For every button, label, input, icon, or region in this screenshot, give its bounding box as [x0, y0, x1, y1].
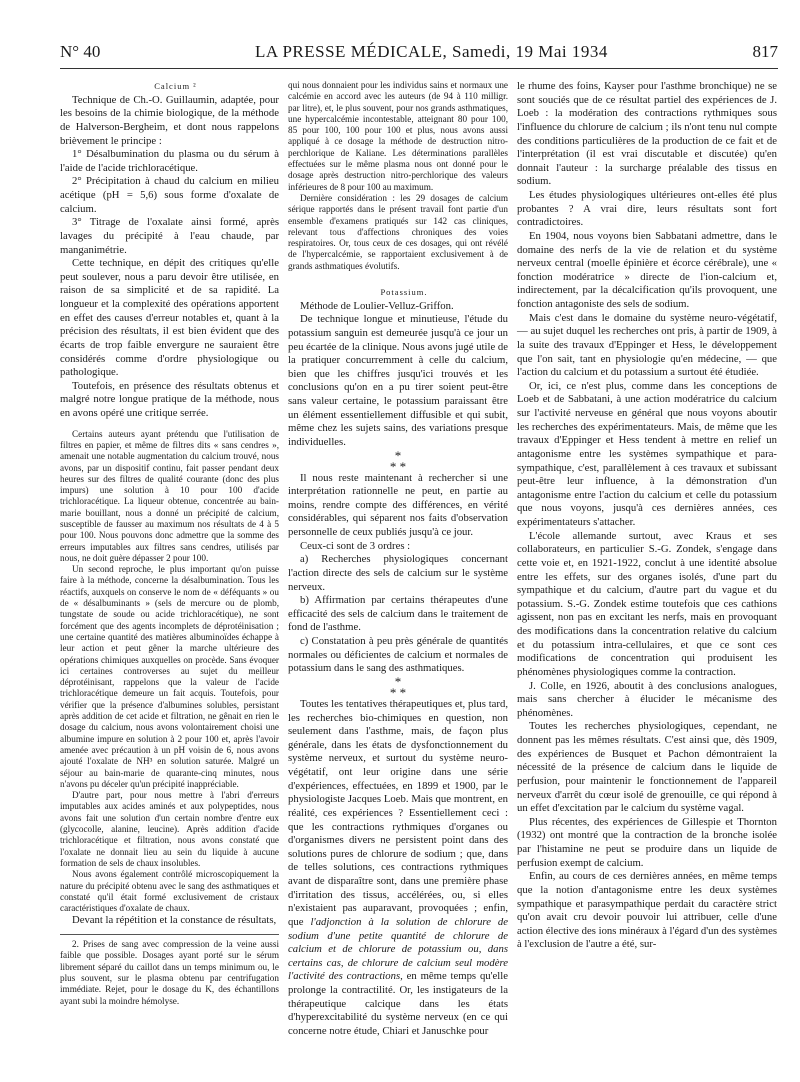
paragraph: Toutes les recherches physiologiques, cependant, ne donnent pas les mêmes résultats. C'est ainsi que, dès 1909, des expériences de Busquet et Pachon démontraient la nécessité de la présence de calcium dans le liquide de perfusion, pour maintenir le fonctionnement de l'appareil nerveux d'arrêt du cœur isolé de grenouille, ce qui répond à un effet d'excitation par le calcium du système vagal. — [517, 720, 777, 815]
paragraph: Mais c'est dans le domaine du système neuro-végétatif, — au sujet duquel les recherches ont pris, à partir de 1909, à la suite des travaux d'Eppinger et Hess, le développement que l'on sait, tant en physiologie qu'en médecine, — que l'action du calcium et du potassium a surtout été étudiée. — [517, 311, 777, 379]
paragraph: 2° Précipitation à chaud du calcium en milieu acétique (pH = 5,6) sous forme d'oxalate de calcium. — [60, 175, 279, 215]
footnote: 2. Prises de sang avec compression de la veine aussi faible que possible. Dosages ayant porté sur le sérum librement séparé du caillot dans un temps minimum ou, le plus souvent, sur le plasma obtenu par centrifugation immédiate. Rejet, pour le dosage du K, des échantillons ayant subi la moindre hémolyse. — [60, 939, 279, 1006]
paragraph: Cette technique, en dépit des critiques qu'elle peut soulever, nous a paru devoir être utilisée, en raison de sa simplicité et de sa rapidité. La longueur et la complexité des opérations apportent en effet des causes d'erreur notables et, quant à la précision des résultats, il est bien évident que des écarts de trop faible envergure ne sauraient être considérés comme d'ordre physiologique ou pathologique. — [60, 257, 279, 379]
paragraph: Enfin, au cours de ces dernières années, en même temps que la notion d'antagonisme entre les deux systèmes sympathique et parasympathique perdait du caractère strict qu'on avait cru devoir pouvoir lui attribuer, celle d'une action élective des ions minéraux à l'égard d'un des systèmes à l'exclusion de l'autre a été, sur- — [517, 870, 777, 951]
paragraph: Il nous reste maintenant à rechercher si une interprétation rationnelle ne peut, en partie au moins, rendre compte des différences, en vérité considérables, qui séparent nos faits d'observation personnelle de ceux publiés jusqu'à ce jour. — [288, 471, 508, 539]
paragraph: 1° Désalbumination du plasma ou du sérum à l'aide de l'acide trichloracétique. — [60, 148, 279, 174]
column-1 — [60, 80, 279, 1007]
paragraph: J. Colle, en 1926, aboutit à des conclusions analogues, mais sans chercher à élucider le mécanisme des phénomènes. — [517, 679, 777, 719]
paragraph-end: en même temps qu'elle prolonge la contractilité. Or, les instigateurs de la thérapeutique calcique dans les états d'hyperexcitabilité du système nerveux (en ce qui concerne notre étude, Chiari et Januschke pour — [288, 970, 508, 1037]
paragraph — [288, 698, 508, 1039]
paragraph: Nous avons également contrôlé microscopiquement la nature du précipité obtenu avec le sang des asthmatiques et constaté qu'il était formé exclusivement de cristaux caractéristiques d'oxalate de chaux. — [60, 869, 279, 914]
page-number: 817 — [752, 42, 778, 61]
section-separator: * * * — [389, 673, 407, 700]
italic-passage: l'adjonction à la solution de chlorure de sodium d'une petite quantité de chlorure de calcium et de chlorure de potassium ou, dans certains cas, de chlorure de calcium seul modère l'activité des contractions, — [288, 915, 509, 983]
paragraph-start: Toutes les tentatives thérapeutiques et, plus tard, les recherches bio-chimiques en question, non seulement dans l'asthme, mais, de façon plus générale, dans les états de dysfonctionnement du système nerveux, et surtout du système neuro-végétatif, ont leur origine dans une série d'expériences, effectuées, en 1899 et 1900, par le physiologiste Jacques Loeb. Mais que montrent, en réalité, ces expériences ? Essentiellement ceci : que les contractions rythmiques d'organes ou d'organismes divers ne persistent point dans des solutions pures de chlorure de sodium ; que, dans de telles solutions, ces contractions rythmiques avant de disparaître sont, dans une première phase d'irritation des tissus, accélérées, ou, si elles n'existaient pas auparavant, provoquées ; enfin, que — [288, 697, 508, 928]
paragraph: 3° Titrage de l'oxalate ainsi formé, après lavages du précipité à l'eau chaude, par manganimétrie. — [60, 216, 279, 256]
paragraph: b) Affirmation par certains thérapeutes d'une efficacité des sels de calcium dans le traitement de fond de l'asthme. — [288, 594, 508, 634]
section-heading-calcium: Calcium ² — [154, 81, 197, 91]
page-header — [60, 38, 778, 69]
paragraph: L'école allemande surtout, avec Kraus et ses collaborateurs, en particulier S.-G. Zondek, s'engage dans cette voie et, en 1921-1922, conclut à une identité absolue entre les effets, sur des organes isolés, d'une part du sympathique et du calcium, d'autre part du vague et du potassium. S.-G. Zondek estime toutefois que ces cathions agissent, non pas en excitant les nerfs, mais en provoquant des modifications dans la concentration relative du calcium et du potassium intra-cellulaires, et que ce sont ces modifications de concentration qui produisent les phénomènes physiologiques comme la contraction. — [517, 529, 777, 678]
paragraph: c) Constatation à peu près générale de quantités normales ou déficientes de calcium et normales de potassium dans le sang des asthmatiques. — [288, 635, 508, 675]
paragraph: Les études physiologiques ultérieures ont-elles été plus probantes ? A vrai dire, leurs résultats sont fort contradictoires. — [517, 189, 777, 229]
paragraph: Dernière considération : les 29 dosages de calcium sérique rapportés dans le présent travail font partie d'un ensemble d'examens pratiqués sur 142 cas cliniques, relevant tous d'affections chroniques des voies respiratoires. Or, tous ceux de ces dosages, qui ont révélé de l'hypercalcémie, se rapportaient exclusivement à de grands asthmatiques évolutifs. — [288, 192, 508, 271]
paragraph: Ceux-ci sont de 3 ordres : — [300, 539, 411, 552]
paragraph: D'autre part, pour nous mettre à l'abri d'erreurs imputables aux acides aminés et aux polypeptides, nous avons fait une solution d'un certain nombre d'entre eux (glycocolle, alanine, leucine). Après addition d'acide trichloracétique et filtration, nous avons constaté que l'oxalate ne donnait lieu au sein du liquide à aucune formation de sels de chaux insolubles. — [60, 790, 279, 868]
column-2 — [288, 80, 508, 1039]
paragraph: Certains auteurs ayant prétendu que l'utilisation de filtres en papier, et même de filtres dits « sans cendres », amenait une notable augmentation du calcium trouvé, nous avons, par un dispositif continu, fait passer pendant deux heures sur des filtres de qualité courante (donc des plus impurs) une solution à 10 pour 100 d'acide trichloracétique. La liqueur obtenue, concentrée au bain-marie bouillant, nous a donné un précipité de calcium, susceptible de fausser au maximum nos résultats de 4 à 5 pour 100. Nous pouvons donc admettre que la somme des erreurs imputables aux filtres sans cendres, utilisés par nous, ne doit guère dépasser 2 pour 100. — [60, 428, 279, 563]
paragraph: qui nous donnaient pour les individus sains et normaux une calcémie en accord avec les auteurs (de 94 à 110 milligr. par litre), et, le plus souvent, pour nos grands asthmatiques, une hypercalcémie incontestable, atteignant 80 pour 100, 85 pour 100, 100 pour 100 et plus, nous avons aussi appliqué à ce dosage la méthode de destruction nitro-perchlorique de Kaliane. Les déterminations parallèles effectuées sur le même plasma nous ont donné pour le dosage après destruction nitro-perchlorique des valeurs inférieures de 8 pour 100 au maximum. — [288, 80, 508, 192]
paragraph: Toutefois, en présence des résultats obtenus et malgré notre longue pratique de la méthode, nous en avons opéré une critique serrée. — [60, 379, 279, 419]
journal-title: LA PRESSE MÉDICALE, Samedi, 19 Mai 1934 — [255, 42, 608, 61]
paragraph: En 1904, nous voyons bien Sabbatani admettre, dans le domaine des nerfs de la vie de relation et du système nerveux central (moelle épinière et écorce cérébrale), une « fonction modératrice » directe de l'ion-calcium et, indirectement, par la décalcification qu'ils provoquent, une fonction antagoniste des sels de sodium. — [517, 229, 777, 310]
paragraph: De technique longue et minutieuse, l'étude du potassium sanguin est demeurée jusqu'à ce jour un peu écartée de la clinique. Nous avons jugé utile de la pratiquer concurremment à celle du calcium, bien que les chiffres jusqu'ici trouvés et les conclusions qu'on en a pu tirer soient peut-être sans valeur certaine, le potassium paraissant être un élément essentiellement diffusible et qui subit, même chez les sujets sains, des variations presque individuelles. — [288, 313, 508, 448]
paragraph: le rhume des foins, Kayser pour l'asthme bronchique) ne se sont souciés que de ce résultat partiel des expériences de J. Loeb : la modération des contractions rythmiques sous l'influence du chlorure de calcium ; ils n'ont tenu nul compte des conditions particulières de la production de ce fait et de l'interprétation (il est vrai discutable et discutée) qu'en donnait l'auteur : la surcharge préalable des tissus en sodium. — [517, 80, 777, 188]
paragraph: Or, ici, ce n'est plus, comme dans les conceptions de Loeb et de Sabbatani, à une action modératrice du calcium sur l'activité nerveuse en général que nous voyons aboutir les recherches des expérimentateurs. Mais, de même que les travaux d'Eppinger et Hess tendent à mettre en relief un antagonisme entre les systèmes sympathique et para-sympathique, c'est, parallèlement à ces travaux et subissant peut-être leur influence, à la démonstration d'un antagonisme entre l'action du calcium et celle du potassium que nous voyons, jusqu'à ces dernières années, ces expérimentateurs s'attacher. — [517, 379, 777, 528]
paragraph: Méthode de Loulier-Velluz-Griffon. — [300, 299, 454, 312]
paragraph: a) Recherches physiologiques concernant l'action directe des sels de calcium sur le système nerveux. — [288, 553, 508, 593]
paragraph: Devant la répétition et la constance de résultats, — [72, 914, 277, 927]
paragraph: Un second reproche, le plus important qu'on puisse faire à la méthode, concerne la désalbumination. Tous les réactifs, auxquels on conserve le nom de « déféquants » ou de « désalbuminants » (sels de mercure ou de plomb, tungstate de soude ou acide trichloracétique), ne sont forcément que des agents incomplets de déprotéinisation ; une certaine quantité des matières albuminoïdes échappe à leur action et peut gêner la marche ultérieure des opérations chimiques auxquelles on procède. Sans évoquer ici certaines controverses au sujet du meilleur déprotéinisant, rappelons que la valeur de l'acide trichloracétique demeure un fait acquis. Toutefois, pour vérifier que la présence d'albumines solubles, persistant après addition de cet acide et filtration, ne gênait en rien le dosage du calcium, nous avons volontairement choisi une albumine impure en solution à 2 pour 100 et, après l'avoir amenée avec précaution à un pH voisin de 6, nous avons ajouté l'oxalate de NH³ en solution saturée. Malgré un séjour au bain-marie de quarante-cinq minutes, nous n'avons pu déceler qu'un précipité inappréciable. — [60, 564, 279, 789]
column-3 — [517, 80, 777, 952]
paragraph: Plus récentes, des expériences de Gillespie et Thornton (1932) ont montré que la contraction de la bronche isolée par l'histamine ne peut se produire dans un liquide de perfusion exempt de calcium. — [517, 815, 777, 869]
issue-number: N° 40 — [60, 42, 101, 61]
section-heading-potassium: Potassium. — [380, 287, 428, 298]
paragraph: Technique de Ch.-O. Guillaumin, adaptée, pour les besoins de la chimie biologique, de la méthode de Halverson-Bergheim, et dont nous rappelons brièvement le principe : — [60, 93, 279, 147]
section-separator: * * * — [389, 447, 407, 474]
